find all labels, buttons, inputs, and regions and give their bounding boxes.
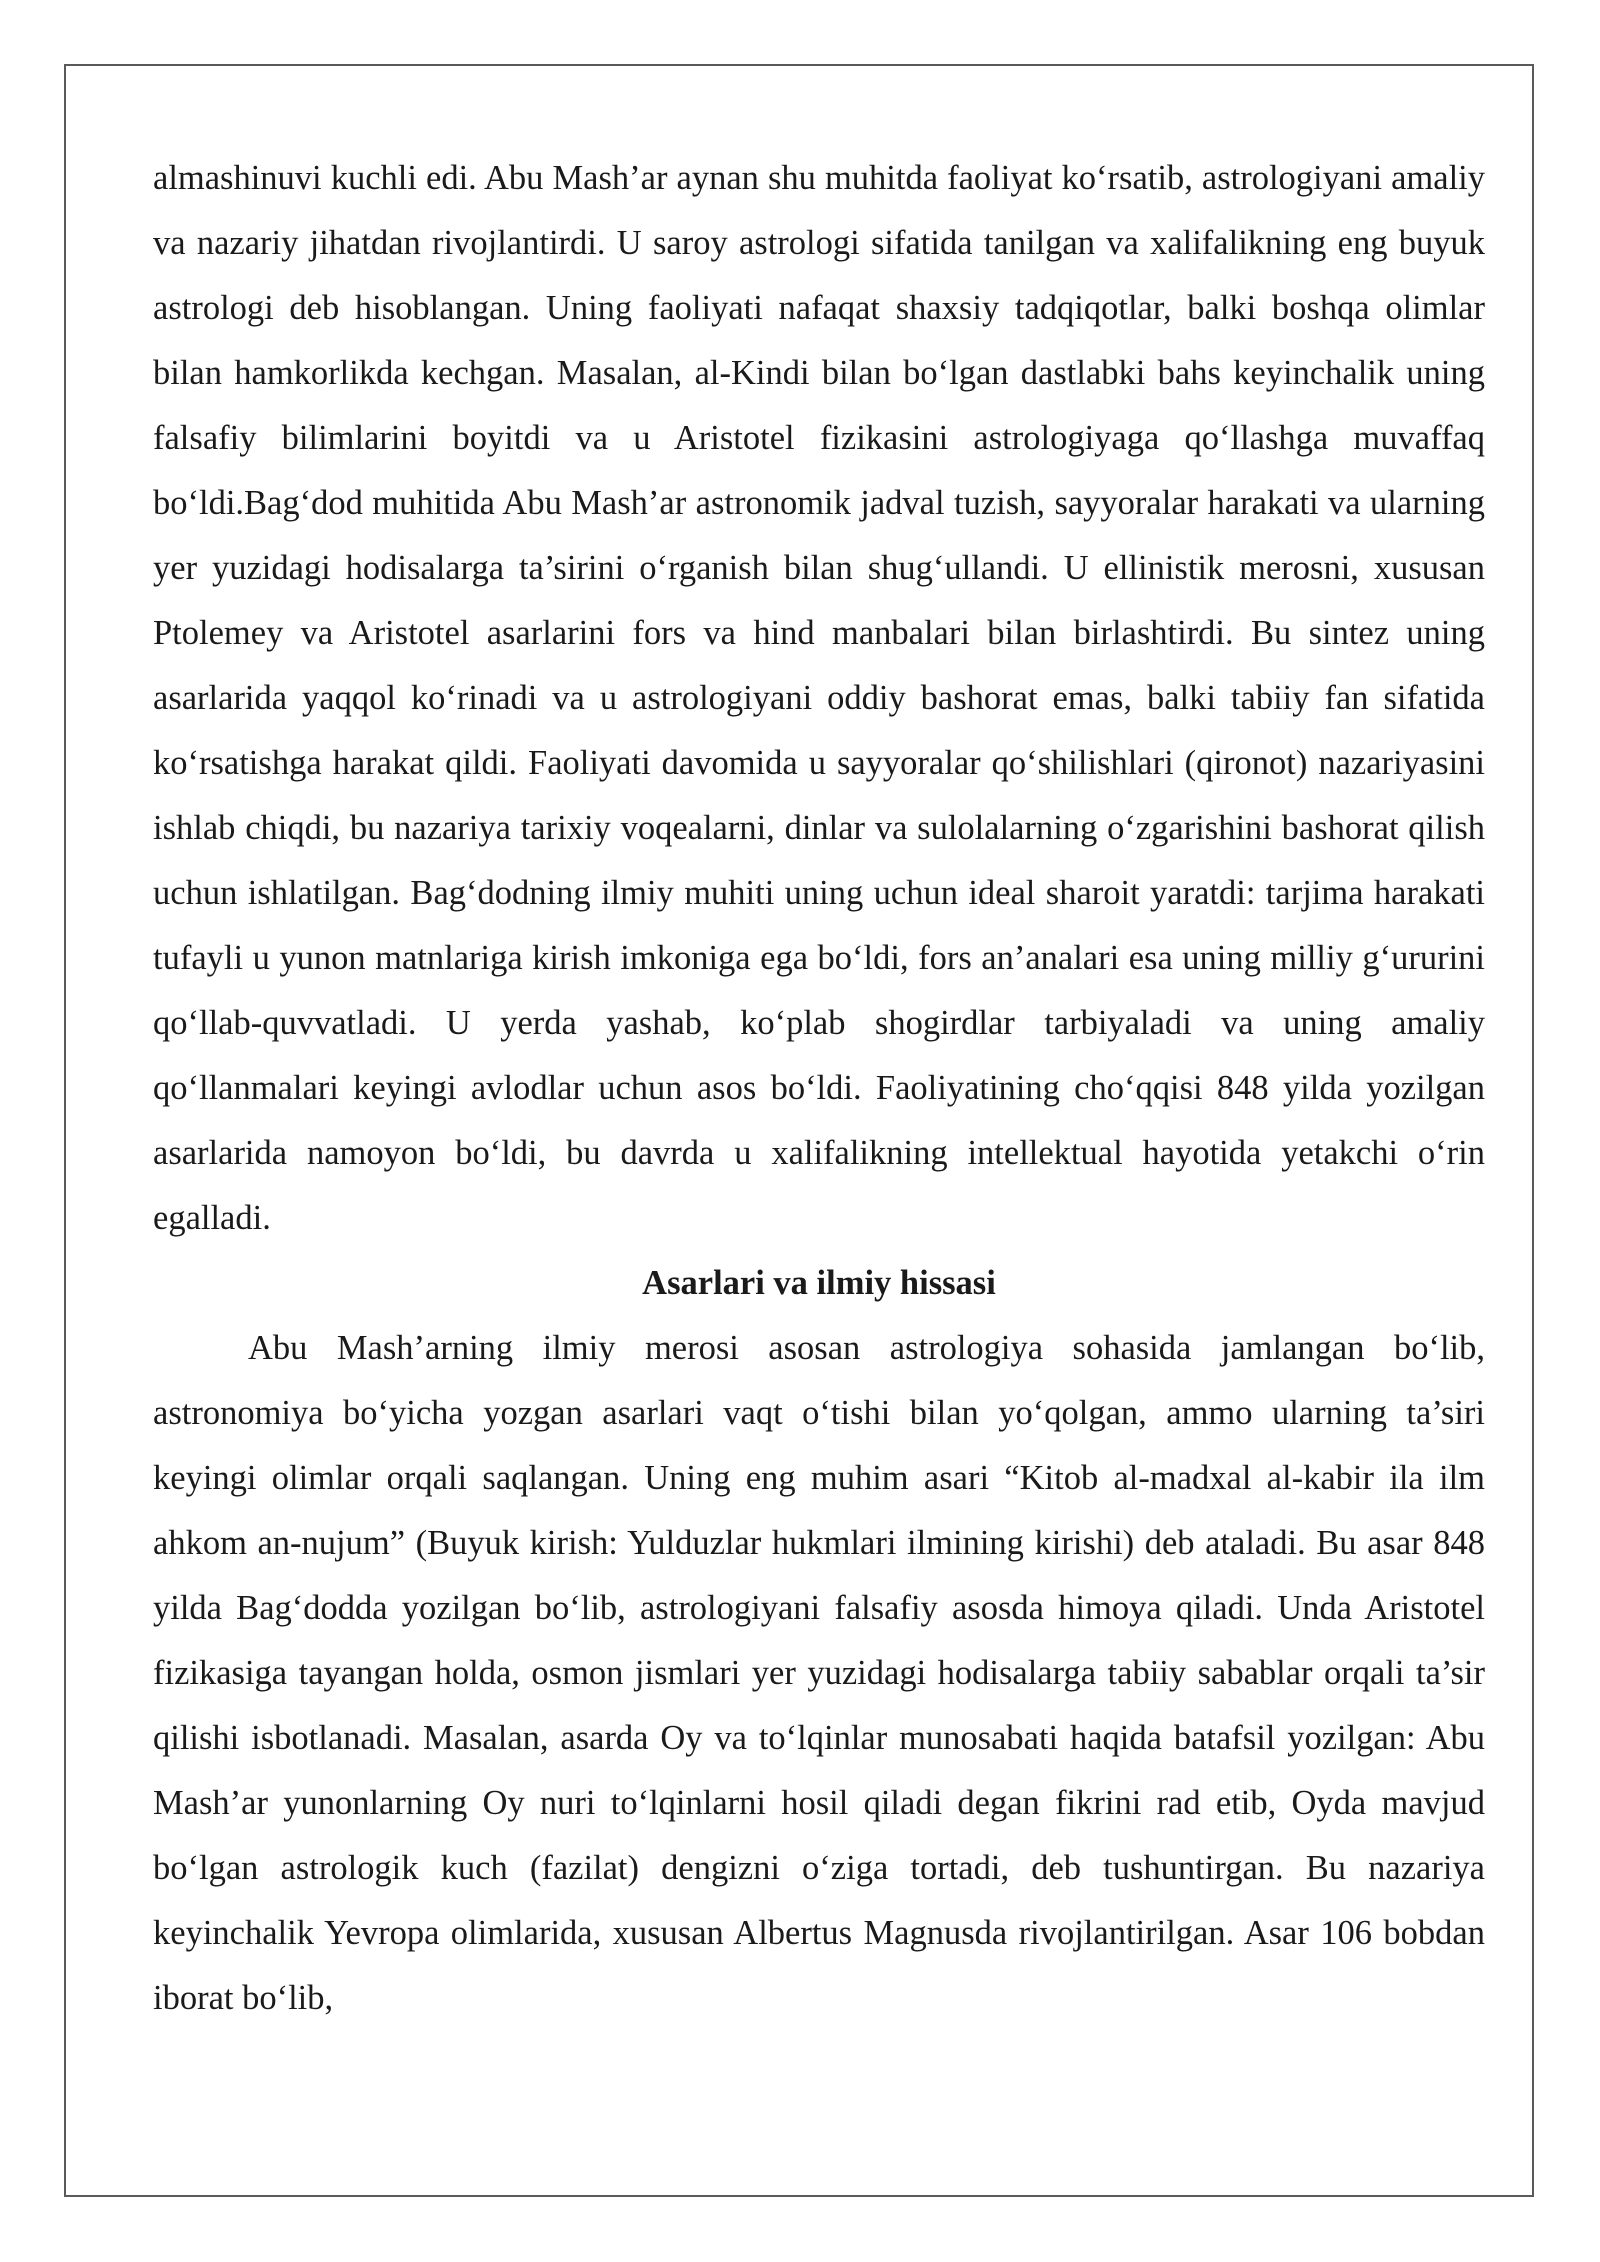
paragraph-continuation: almashinuvi kuchli edi. Abu Mash’ar aynan shu muhitda faoliyat ko‘rsatib, astrologiyani amaliy va nazariy jihatdan rivojlantirdi. U saroy astrologi sifatida tanilgan va xalifalikning eng buyuk astrologi deb hisoblangan. Uning faoliyati nafaqat shaxsiy tadqiqotlar, balki boshqa olimlar bilan hamkorlikda kechgan. Masalan, al-Kindi bilan bo‘lgan dastlabki bahs keyinchalik uning falsafiy bilimlarini boyitdi va u Aristotel fizikasini astrologiyaga qo‘llashga muvaffaq bo‘ldi.Bag‘dod muhitida Abu Mash’ar astronomik jadval tuzish, sayyoralar harakati va ularning yer yuzidagi hodisalarga ta’sirini o‘rganish bilan shug‘ullandi. U ellinistik merosni, xususan Ptolemey va Aristotel asarlarini fors va hind manbalari bilan birlashtirdi. Bu sintez uning asarlarida yaqqol ko‘rinadi va u astrologiyani oddiy bashorat emas, balki tabiiy fan sifatida ko‘rsatishga harakat qildi. Faoliyati davomida u sayyoralar qo‘shilishlari (qironot) nazariyasini ishlab chiqdi, bu nazariya tarixiy voqealarni, dinlar va sulolalarning o‘zgarishini bashorat qilish uchun ishlatilgan. Bag‘dodning ilmiy muhiti uning uchun ideal sharoit yaratdi: tarjima harakati tufayli u yunon matnlariga kirish imkoniga ega bo‘ldi, fors an’analari esa uning milliy g‘ururini qo‘llab-quvvatladi. U yerda yashab, ko‘plab shogirdlar tarbiyaladi va uning amaliy qo‘llanmalari keyingi avlodlar uchun asos bo‘ldi. Faoliyatining cho‘qqisi 848 yilda yozilgan asarlarida namoyon bo‘ldi, bu davrda u xalifalikning intellektual hayotida yetakchi o‘rin egalladi. xyxy=(153,159,1485,1237)
document-body xyxy=(153,146,1485,2031)
paragraph-section-body: Abu Mash’arning ilmiy merosi asosan astrologiya sohasida jamlangan bo‘lib, astronomiya bo‘yicha yozgan asarlari vaqt o‘tishi bilan yo‘qolgan, ammo ularning ta’siri keyingi olimlar orqali saqlangan. Uning eng muhim asari “Kitob al-madxal al-kabir ila ilm ahkom an-nujum” (Buyuk kirish: Yulduzlar hukmlari ilmining kirishi) deb ataladi. Bu asar 848 yilda Bag‘dodda yozilgan bo‘lib, astrologiyani falsafiy asosda himoya qiladi. Unda Aristotel fizikasiga tayangan holda, osmon jismlari yer yuzidagi hodisalarga tabiiy sabablar orqali ta’sir qilishi isbotlanadi. Masalan, asarda Oy va to‘lqinlar munosabati haqida batafsil yozilgan: Abu Mash’ar yunonlarning Oy nuri to‘lqinlarni hosil qiladi degan fikrini rad etib, Oyda mavjud bo‘lgan astrologik kuch (fazilat) dengizni o‘ziga tortadi, deb tushuntirgan. Bu nazariya keyinchalik Yevropa olimlarida, xususan Albertus Magnusda rivojlantirilgan. Asar 106 bobdan iborat bo‘lib, xyxy=(153,1329,1485,2017)
section-heading: Asarlari va ilmiy hissasi xyxy=(642,1264,996,1302)
